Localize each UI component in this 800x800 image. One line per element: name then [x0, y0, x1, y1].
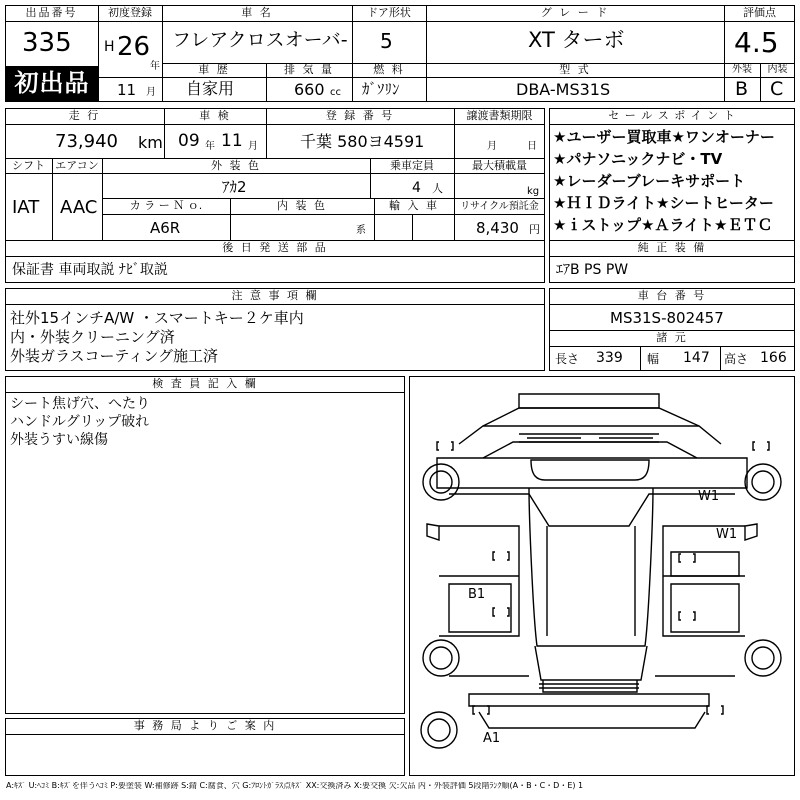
ac-label: エアコン [55, 159, 99, 172]
month-unit: 月 [146, 87, 156, 98]
chassis-number: MS31S-802457 [610, 309, 724, 327]
fuel-label: 燃 料 [373, 63, 405, 76]
recycle-label: リサイクル預託金 [460, 201, 539, 212]
equipment-label: 純 正 装 備 [637, 241, 707, 254]
reg-month: 11 [117, 81, 137, 99]
plate-label: 登 録 番 号 [325, 109, 395, 122]
lot-no-label: 出品番号 [25, 6, 78, 19]
divider [5, 21, 98, 22]
divider [5, 173, 545, 174]
divider [5, 392, 405, 393]
ext-color-value: ｱｶ2 [222, 178, 247, 196]
transfer-deadline-label: 譲渡書類期限 [466, 109, 533, 122]
notes-label: 注 意 事 項 欄 [231, 289, 319, 302]
inspection-year-unit: 年 [205, 141, 215, 152]
lot-number: 335 [22, 28, 72, 58]
length-label: 長さ [555, 352, 580, 366]
capacity-unit: 人 [432, 182, 443, 195]
mileage-value: 73,940 [55, 131, 118, 152]
divider [549, 124, 795, 125]
divider [98, 21, 780, 22]
recycle-unit: 円 [529, 223, 540, 236]
shift-label: シフト [12, 159, 45, 172]
interior-grade: C [770, 78, 784, 100]
history-value: 自家用 [186, 79, 235, 98]
notes-line-3: 外装ガラスコーティング施工済 [10, 347, 219, 365]
divider [724, 21, 795, 22]
divider [412, 214, 413, 240]
damage-mark-w1-side: W1 [716, 527, 738, 542]
color-no-label: カ ラ ー Ｎ ｏ. [129, 199, 203, 212]
divider [640, 346, 641, 371]
ext-color-label: 外 装 色 [211, 159, 261, 172]
color-no-value: A6R [150, 219, 181, 237]
capacity-value: 4 [412, 180, 421, 196]
displacement-value: 660 [294, 80, 325, 99]
interior-label: 内装 [767, 64, 788, 75]
chassis-label: 車 台 番 号 [637, 289, 707, 302]
transfer-day-unit: 日 [527, 141, 537, 152]
divider [5, 124, 545, 125]
divider [5, 734, 405, 735]
later-parts-label: 後 日 発 送 部 品 [222, 241, 328, 254]
width-label: 幅 [647, 352, 660, 366]
int-color-unit: 系 [356, 225, 366, 236]
damage-mark-a1: A1 [483, 731, 501, 746]
later-parts-value: 保証書 車両取説 ﾅﾋﾞ取説 [12, 262, 168, 278]
height-value: 166 [760, 350, 787, 366]
inspection-label: 車 検 [199, 109, 231, 122]
height-label: 高さ [724, 352, 749, 366]
model-label: 型 式 [559, 63, 591, 76]
inspector-line-2: ハンドルグリップ破れ [10, 414, 150, 430]
grade-value: XT ターボ [528, 28, 625, 52]
notes-line-1: 社外15インチA/W ・スマートキー２ケ車内 [10, 309, 304, 327]
door-label: ドア形状 [367, 6, 411, 19]
sales-line-1: ★ユーザー買取車★ワンオーナー [553, 128, 775, 146]
inspection-month-unit: 月 [248, 141, 258, 152]
sales-line-5: ★ｉストップ★Ａライト★ＥＴＣ [553, 216, 773, 234]
model-value: DBA-MS31S [516, 80, 611, 99]
history-label: 車 歴 [198, 63, 230, 76]
displacement-unit: cc [330, 87, 341, 98]
ac-value: AAC [60, 197, 98, 218]
divider [102, 214, 545, 215]
score-label: 評価点 [743, 6, 776, 19]
divider [5, 256, 545, 257]
reg-year: 26 [117, 32, 151, 62]
load-label: 最大積載量 [472, 159, 527, 172]
score-value: 4.5 [734, 26, 779, 59]
exterior-grade: B [735, 78, 749, 100]
plate-number: 千葉 580ヨ4591 [300, 132, 425, 151]
sales-line-3: ★レーダーブレーキサポート [553, 172, 746, 190]
divider [5, 304, 545, 305]
load-unit: kg [527, 186, 540, 197]
legend-text: A:ｷｽﾞ U:ﾍｺﾐ B:ｷｽﾞを伴うﾍｺﾐ P:要塗装 W:補修跡 S:錆 C:腐食、穴 G:ﾌﾛﾝﾄｶﾞﾗｽ点ｷｽﾞ XX:交換済み X:要交換 欠:欠品 内・外装評価 5段階ﾗﾝｸ順(A・B・C・D・E) 1 [6, 782, 584, 790]
fuel-value: ｶﾞｿﾘﾝ [362, 80, 400, 98]
door-count: 5 [380, 29, 393, 53]
mileage-label: 走 行 [68, 109, 101, 122]
mileage-unit: km [138, 133, 163, 152]
damage-mark-w1-front: W1 [698, 489, 720, 504]
divider [549, 304, 795, 305]
equipment-value: ｴｱB PS PW [556, 262, 629, 278]
inspector-label: 検 査 員 記 入 欄 [152, 377, 258, 390]
divider [549, 346, 795, 347]
divider [549, 256, 795, 257]
dims-label: 諸 元 [656, 331, 688, 344]
import-label: 輸 入 車 [389, 199, 439, 212]
era-prefix: H [104, 39, 115, 55]
inspector-line-1: シート焦げ穴、へたり [10, 396, 150, 412]
sales-line-4: ★ＨＩＤライト★シートヒーター [553, 194, 774, 212]
notes-line-2: 内・外装クリーニング済 [10, 328, 175, 346]
divider [98, 77, 780, 78]
inspector-line-3: 外装うすい線傷 [10, 432, 108, 448]
inspection-year: 09 [178, 131, 200, 151]
recycle-value: 8,430 [476, 219, 519, 237]
sales-line-2: ★パナソニックナビ・TV [553, 150, 723, 168]
car-body-diagram [409, 376, 795, 776]
divider [720, 346, 721, 371]
length-value: 339 [596, 350, 623, 366]
damage-mark-b1: B1 [468, 587, 486, 602]
int-color-label: 内 装 色 [277, 199, 327, 212]
car-name-label: 車 名 [241, 6, 273, 19]
sales-point-label: セ ー ル ス ポ イ ン ト [608, 109, 736, 122]
grade-label: グ レ ー ド [540, 6, 610, 19]
inspection-month: 11 [221, 131, 243, 151]
office-label: 事 務 局 よ り ご 案 内 [133, 719, 277, 732]
displacement-label: 排 気 量 [284, 63, 334, 76]
width-value: 147 [683, 350, 710, 366]
exterior-label: 外装 [732, 64, 752, 75]
first-listing-badge: 初出品 [6, 66, 98, 101]
shift-value: IAT [12, 197, 40, 218]
first-reg-label: 初度登録 [108, 6, 152, 19]
capacity-label: 乗車定員 [390, 159, 434, 172]
car-name: フレアクロスオーバ- [172, 29, 348, 51]
transfer-month-unit: 月 [487, 141, 497, 152]
year-unit: 年 [150, 61, 160, 72]
